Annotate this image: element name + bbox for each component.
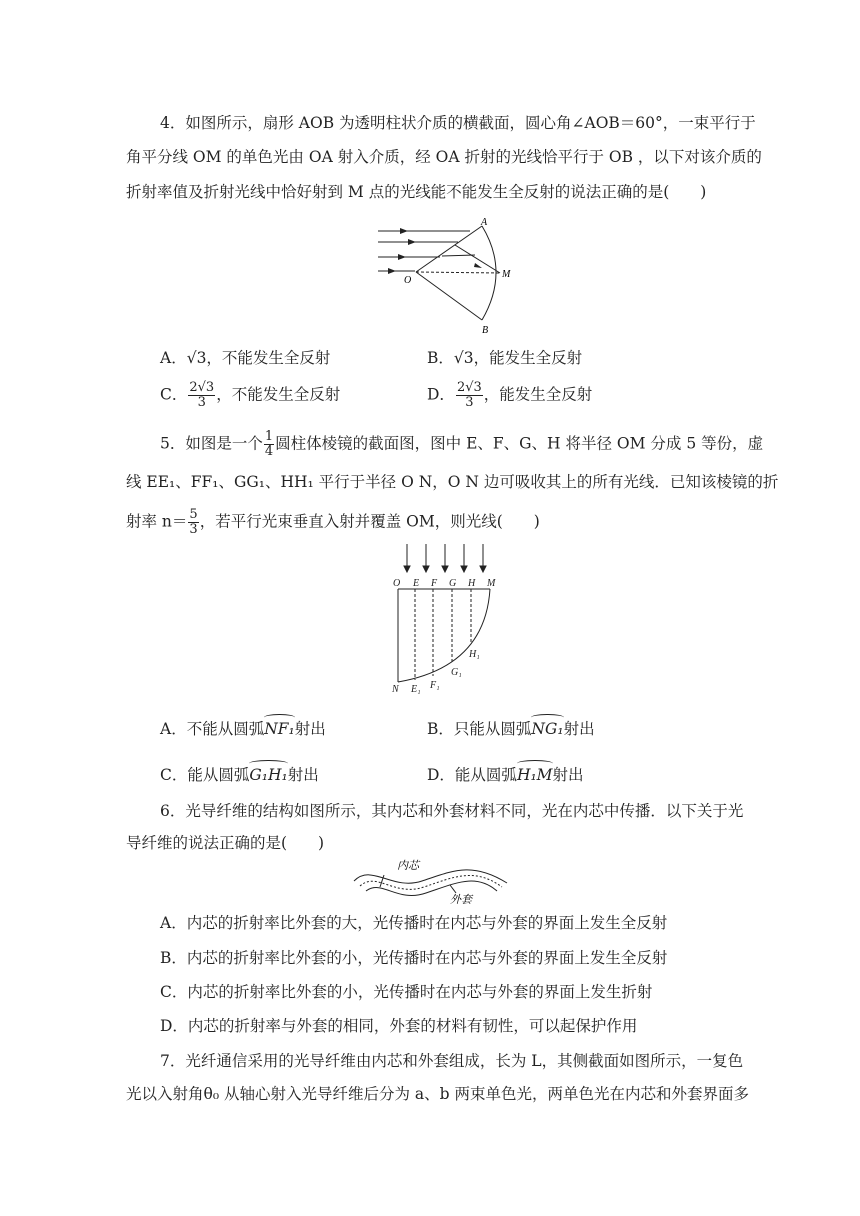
q4-option-b: B．√3，能发生全反射 [427, 349, 583, 367]
q5-label-E: E [413, 578, 420, 589]
q6-figure [352, 853, 512, 906]
q4-stem-line2: 角平分线 OM 的单色光由 OA 射入介质，经 OA 折射的光线恰平行于 OB ，以下对该介质的 [126, 148, 762, 166]
q5-option-d: D．能从圆弧H₁M射出 [427, 766, 584, 784]
q4-option-c: C． $\frac{2√3}{3}$ ，不能发生全反射 [160, 380, 341, 410]
q5-label-H1: H₁ [469, 649, 480, 660]
q5-stem-line3: 射率 n＝ $\frac{5}{3}$ ，若平行光束垂直入射并覆盖 OM，则光线( ) [126, 507, 540, 537]
q4-label-B: B [482, 325, 489, 336]
q5-label-N: N [392, 684, 399, 695]
q7-stem-line2: 光以入射角θ₀ 从轴心射入光导纤维后分为 a、b 两束单色光，两单色光在内芯和外套界面多 [126, 1085, 749, 1103]
q5-figure [385, 542, 505, 702]
q7-stem-line1: 7．光纤通信采用的光导纤维由内芯和外套组成，长为 L，其侧截面如图所示，一复色 [160, 1052, 744, 1070]
q5-option-c: C．能从圆弧G₁H₁射出 [160, 766, 319, 784]
q4-label-M: M [502, 269, 511, 280]
q4-option-a: A．√3，不能发生全反射 [160, 349, 331, 367]
q6-option-b: B．内芯的折射率比外套的小，光传播时在内芯与外套的界面上发生全反射 [160, 949, 668, 967]
q5-label-E1: E₁ [411, 684, 421, 695]
q4-option-d: D． $\frac{2√3}{3}$ ，能发生全反射 [427, 380, 593, 410]
q4-stem-line1: 4．如图所示，扇形 AOB 为透明柱状介质的横截面，圆心角∠AOB＝60°，一束平行于 [160, 114, 756, 132]
q6-label-outer-cladding: 外套 [450, 894, 472, 906]
q5-label-O: O [393, 578, 401, 589]
q5-label-F: F [431, 578, 438, 589]
q5-label-G1: G₁ [451, 667, 462, 678]
q5-label-H: H [468, 578, 476, 589]
q4-label-A: A [481, 217, 488, 228]
q6-stem-line2: 导纤维的说法正确的是( ) [126, 834, 325, 852]
q6-option-c: C．内芯的折射率比外套的小，光传播时在内芯与外套的界面上发生折射 [160, 983, 653, 1001]
q5-label-G: G [449, 578, 457, 589]
q5-label-M: M [487, 578, 496, 589]
q4-figure [370, 215, 520, 335]
q6-label-inner-core: 内芯 [397, 860, 419, 872]
q6-stem-line1: 6．光导纤维的结构如图所示，其内芯和外套材料不同，光在内芯中传播．以下关于光 [160, 802, 744, 820]
q4-stem-line3: 折射率值及折射光线中恰好射到 M 点的光线能不能发生全反射的说法正确的是( ) [126, 183, 707, 201]
q5-stem-line2: 线 EE₁、FF₁、GG₁、HH₁ 平行于半径 O N，O N 边可吸收其上的所有光线．已知该棱镜的折 [126, 473, 779, 491]
q5-option-b: B．只能从圆弧NG₁射出 [427, 720, 595, 738]
q6-option-d: D．内芯的折射率与外套的相同，外套的材料有韧性，可以起保护作用 [160, 1017, 638, 1035]
q6-option-a: A．内芯的折射率比外套的大，光传播时在内芯与外套的界面上发生全反射 [160, 914, 668, 932]
q5-label-F1: F₁ [430, 680, 440, 691]
q5-stem-line1: 5．如图是一个 $\frac{1}{4}$ 圆柱体棱镜的截面图，图中 E、F、G、H 将半径 OM 分成 5 等份，虚 [160, 429, 764, 459]
q4-label-O: O [404, 275, 412, 286]
q5-option-a: A．不能从圆弧NF₁射出 [160, 720, 326, 738]
